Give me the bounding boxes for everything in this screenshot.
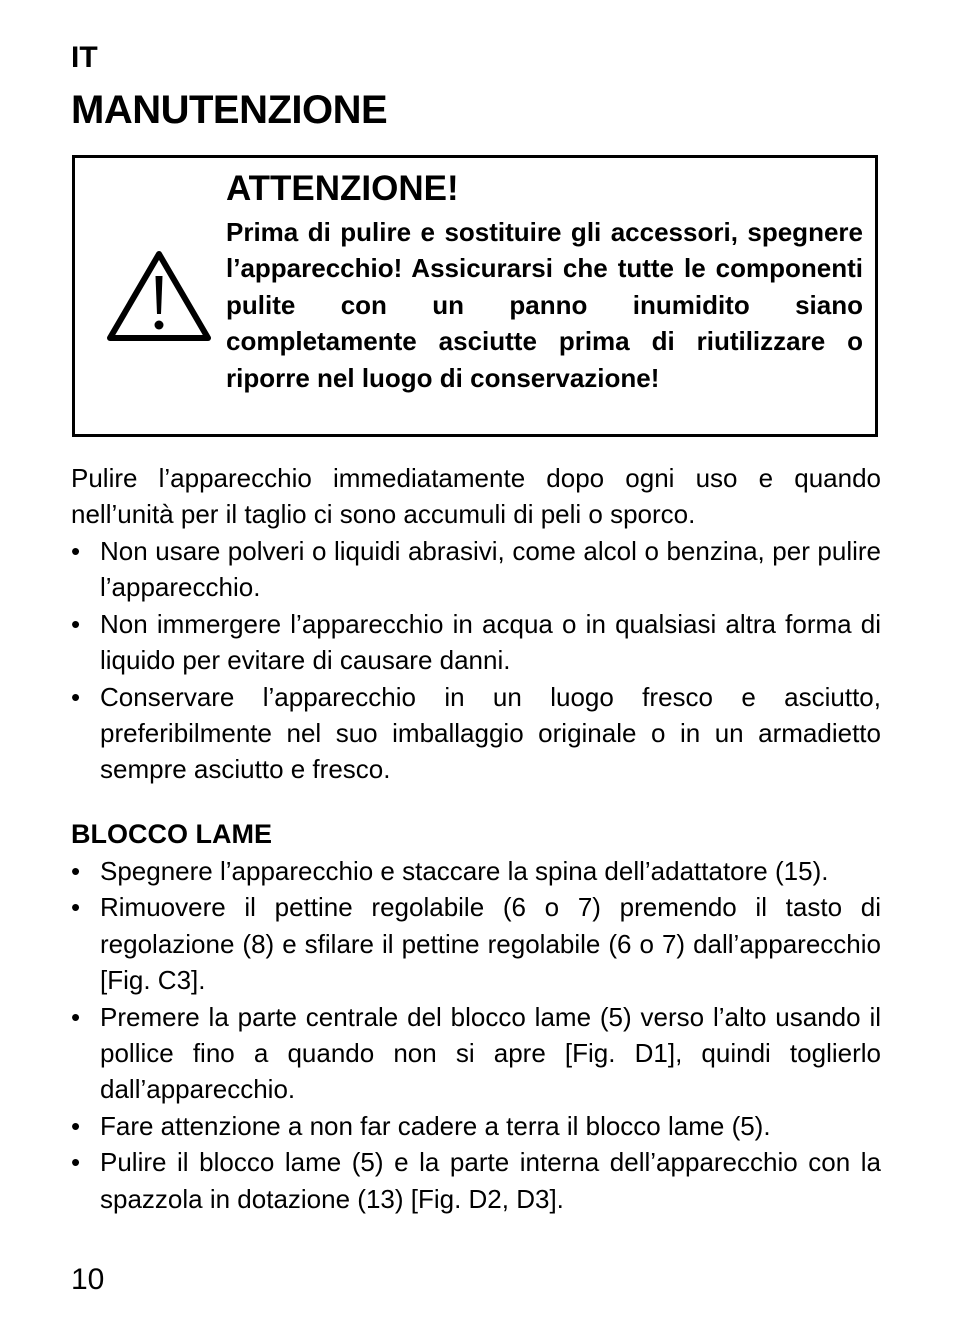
list-item-text: Pulire il blocco lame (5) e la parte interna dell’apparecchio con la spazzola in dotazione (13) [Fig. D2, D3]. — [100, 1147, 881, 1214]
section-title: BLOCCO LAME — [71, 819, 272, 849]
warning-box — [72, 155, 878, 437]
list-item — [71, 1144, 881, 1217]
page-number: 10 — [71, 1263, 105, 1296]
bullet-icon: • — [71, 681, 81, 712]
list-item-text: Non immergere l’apparecchio in acqua o in qualsiasi altra forma di liquido per evitare di causare danni. — [100, 608, 881, 676]
list-item-text: Non usare polveri o liquidi abrasivi, come alcol o benzina, per pulire l’apparecchio. — [100, 536, 881, 603]
list-item-text: Rimuovere il pettine regolabile (6 o 7) premendo il tasto di regolazione (8) e sfilare il pettine regolabile (6 o 7) dall’apparecchio [Fig. C3]. — [100, 892, 881, 996]
list-item-text: Fare attenzione a non far cadere a terra il blocco lame (5). — [100, 1110, 771, 1141]
warning-triangle-icon — [105, 248, 213, 346]
bullet-icon: • — [71, 856, 81, 886]
list-item — [71, 889, 881, 998]
bullet-icon: • — [71, 536, 81, 566]
blade-steps-list — [71, 853, 881, 1217]
list-item — [71, 533, 881, 606]
care-list — [71, 533, 881, 788]
list-item — [71, 999, 881, 1108]
list-item-text: Conservare l’apparecchio in un luogo fresco e asciutto, preferibilmente nel suo imballaggio originale o in un armadietto sempre asciutto e fresco. — [100, 681, 881, 785]
bullet-icon: • — [71, 1001, 81, 1032]
intro-paragraph: Pulire l’apparecchio immediatamente dopo ogni uso e quando nell’unità per il taglio ci sono accumuli di peli o sporco. — [71, 463, 881, 530]
warning-title: ATTENZIONE! — [226, 169, 459, 208]
bullet-icon: • — [71, 1110, 81, 1141]
warning-text: Prima di pulire e sostituire gli accessori, spegnere l’apparecchio! Assicurarsi che tutte le componenti pulite con un panno inumidito siano completamente asciutte prima di riutilizzare o riporre nel luogo di conservazione! — [226, 217, 863, 393]
page-title: MANUTENZIONE — [71, 88, 388, 132]
bullet-icon: • — [71, 1147, 81, 1178]
list-item-text: Premere la parte centrale del blocco lame (5) verso l’alto usando il pollice fino a quando non si apre [Fig. D1], quindi toglierlo dall’apparecchio. — [100, 1001, 881, 1105]
language-code: IT — [71, 41, 98, 74]
list-item — [71, 606, 881, 679]
list-item — [71, 1108, 881, 1144]
bullet-icon: • — [71, 608, 81, 639]
list-item-text: Spegnere l’apparecchio e staccare la spina dell’adattatore (15). — [100, 856, 829, 886]
list-item — [71, 679, 881, 788]
bullet-icon: • — [71, 892, 81, 923]
list-item — [71, 853, 881, 889]
